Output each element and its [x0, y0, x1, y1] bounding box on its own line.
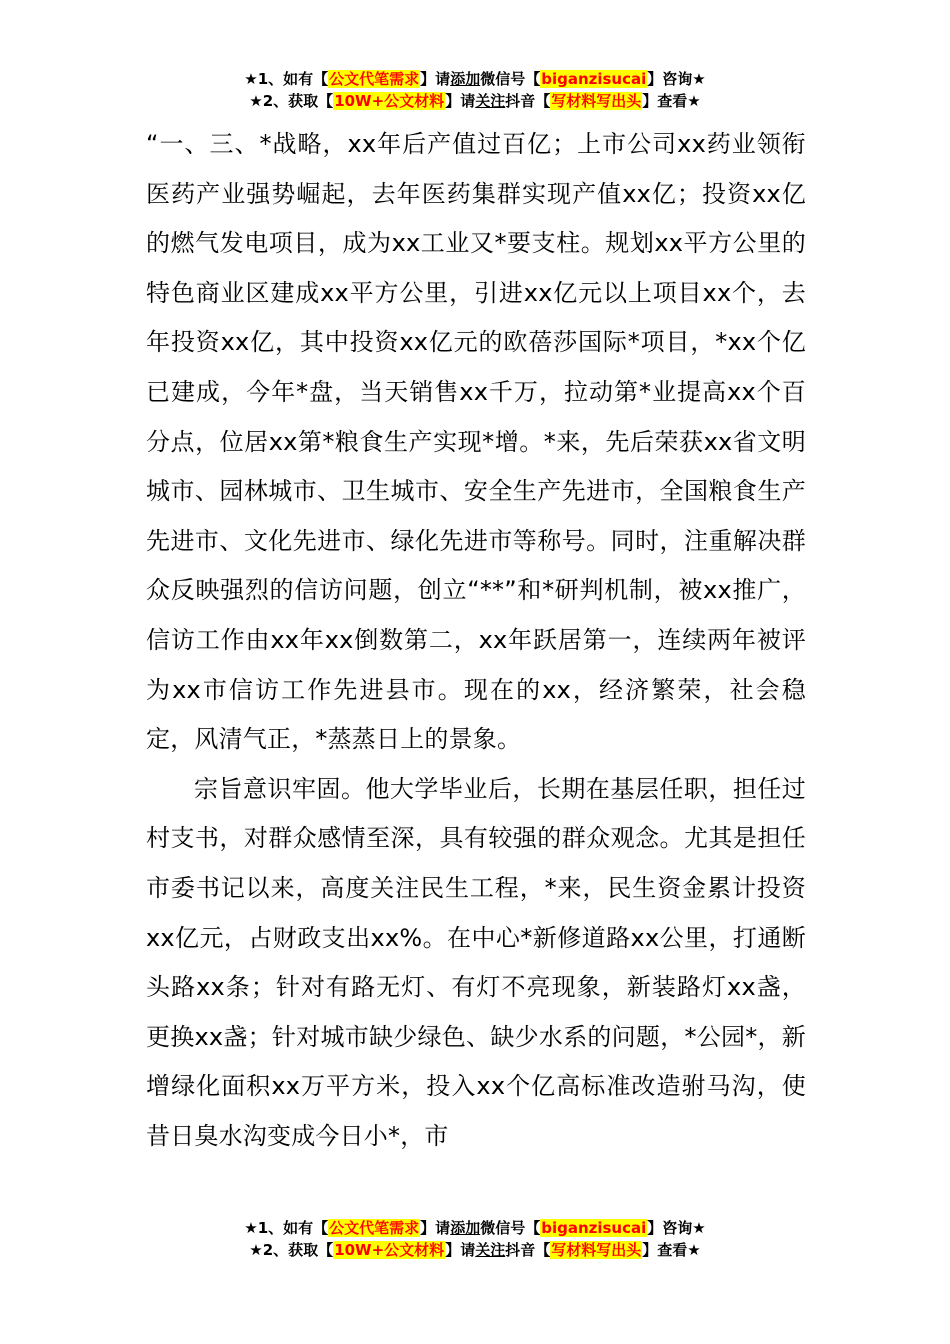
promo-text: 】咨询★ — [647, 70, 706, 88]
promo-text: 】咨询★ — [647, 1219, 706, 1237]
document-body — [146, 120, 806, 1161]
wechat-id-highlight: biganzisucai — [541, 1219, 647, 1237]
promo-banner-top — [0, 68, 950, 112]
wechat-id-highlight: biganzisucai — [541, 70, 647, 88]
promo-text: ★1、如有【 — [244, 1219, 329, 1237]
promo-banner-bottom — [0, 1217, 950, 1261]
promo-text: 抖音【 — [505, 92, 551, 110]
promo-highlight: 公文代笔需求 — [329, 70, 420, 88]
promo-text: 】请 — [445, 92, 476, 110]
promo-underlined-text: 关注 — [475, 1241, 506, 1259]
promo-underlined-text: 关注 — [475, 92, 506, 110]
promo-text: 】查看★ — [642, 92, 701, 110]
promo-text: 微信号【 — [480, 1219, 541, 1237]
douyin-account-highlight: 写材料写出头 — [551, 92, 642, 110]
promo-text: ★2、获取【 — [249, 1241, 334, 1259]
promo-highlight: 10W+公文材料 — [334, 1241, 445, 1259]
promo-text: 微信号【 — [480, 70, 541, 88]
promo-underlined-text: 添加 — [450, 70, 481, 88]
promo-line-2 — [0, 1239, 950, 1261]
promo-highlight: 公文代笔需求 — [329, 1219, 420, 1237]
promo-text: ★1、如有【 — [244, 70, 329, 88]
promo-text: 】查看★ — [642, 1241, 701, 1259]
promo-text: 】请 — [420, 1219, 451, 1237]
promo-text: 】请 — [420, 70, 451, 88]
promo-underlined-text: 添加 — [450, 1219, 481, 1237]
promo-text: 】请 — [445, 1241, 476, 1259]
promo-text: 抖音【 — [505, 1241, 551, 1259]
douyin-account-highlight: 写材料写出头 — [551, 1241, 642, 1259]
paragraph-purpose-awareness: 宗旨意识牢固。他大学毕业后，长期在基层任职，担任过村支书，对群众感情至深，具有较强的群众观念。尤其是担任市委书记以来，高度关注民生工程，*来，民生资金累计投资xx亿元，占财政支出xx%。在中心*新修道路xx公里，打通断头路xx条；针对有路无灯、有灯不亮现象，新装路灯xx盏，更换xx盏；针对城市缺少绿色、缺少水系的问题，*公园*，新增绿化面积xx万平方米，投入xx个亿高标准改造驸马沟，使昔日臭水沟变成今日小*，市 — [146, 774, 806, 1150]
paragraph-achievements: “一、三、*战略，xx年后产值过百亿；上市公司xx药业领衔医药产业强势崛起，去年医药集群实现产值xx亿；投资xx亿的燃气发电项目，成为xx工业又*要支柱。规划xx平方公里的特色商业区建成xx平方公里，引进xx亿元以上项目xx个，去年投资xx亿，其中投资xx亿元的欧蓓莎国际*项目，*xx个亿已建成，今年*盘，当天销售xx千万，拉动第*业提高xx个百分点，位居xx第*粮食生产实现*增。*来，先后荣获xx省文明城市、园林城市、卫生城市、安全生产先进市，全国粮食生产先进市、文化先进市、绿化先进市等称号。同时，注重解决群众反映强烈的信访问题，创立“**”和*研判机制，被xx推广，信访工作由xx年xx倒数第二，xx年跃居第一，连续两年被评为xx市信访工作先进县市。现在的xx，经济繁荣，社会稳定，风清气正，*蒸蒸日上的景象。 — [146, 130, 806, 754]
promo-line-1 — [0, 68, 950, 90]
promo-line-2 — [0, 90, 950, 112]
promo-highlight: 10W+公文材料 — [334, 92, 445, 110]
promo-line-1 — [0, 1217, 950, 1239]
promo-text: ★2、获取【 — [249, 92, 334, 110]
